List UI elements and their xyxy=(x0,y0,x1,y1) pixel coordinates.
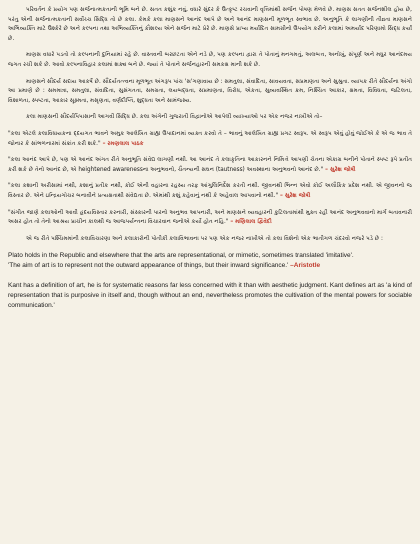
quote-author: – રમણલાલ પાઠક xyxy=(100,140,144,147)
quote-text: "કલા એટલે કલાવિધાયકના દ્દયગત ભાવને અમુક આલેખિત ગ્રાહ્ય ઉપાદાનમાં વ્યક્ત કરવો તે – ભાવનું આલેખિત ગ્રાહ્ય પ્રગટ સ્વરૂપ. એ સ્વરૂપ એવું હોવું જોઈએ કે એ જ ભાવ તે જોનાર કે સાંભળનારમાં સંક્રાંત કરી શકે." xyxy=(8,130,413,147)
paragraph-art-definitions-intro: કલા માણસની સૌંદર્યપિપાસાની આગવી સિદ્ધિ છે. કલા અંગેની ગુજરાતી વિદ્વાનોએ આપેલી વ્યાખ્યાઓ પર એક નજર નાખીએ તો– xyxy=(26,114,323,121)
quote-text: "સંગીત જાણે કલાઓની આવી હૃદયવિસ્તાર કરનારી, સંસ્કારની પારનો અનુભવ આપનારી, અને માણસને વ્યવહારની કુટિલતામાંથી મુક્ત રહી આનંદ અનુભવવાનો માર્ગ બતાવનારી અસર હોત તો તેનો આશ્રય પ્રાચીન કાલથી જ આજપર્યન્તના વિચારવાન જનોએ કર્યો હોત નહિ." xyxy=(8,209,412,226)
paragraph-beauty: માણસને સૌંદર્ય સદાય આકર્ષે છે. સૌંદર્યતત્ત્વના મૂળભૂત અંગરૂપ પાંચ 'સ'ગણાવાય છે : સમતુલા, સંવાદિતા, સાવયવતા, સપ્રમાણતા અને સુશ્રુતા. વ્યાપક રીતે સૌંદર્યના અંગો આ પ્રમાણે છે : સમમાત્રા, સમતુલા, સંવાદિતા, સુસંગતતા, સમગ્રતા, લયબદ્ધતા, સપ્રમાણતા, વિરોધ, એકતા, સુવ્યવસ્થિત ક્રમ, નિશ્ચિત આકાર, ક્ષમતા, વિવિધતા, જટિલતા, વિશાળતા, સ્પષ્ટતા, આકાર સૂક્ષ્મતા, મસૃણતા, વર્ણદીપ્તિ, શુદ્ધતા અને સામંજસ્ય. xyxy=(8,78,412,104)
paragraph-kant: Kant has a definition of art, he is for systematic reasons far less concerned with it than with aesthetic judgment. Kant defines art as 'a kind of representation that is purposive in itself and, though without an end, nevertheless promotes the cultivation of the mental powers for sociable communication.' xyxy=(8,282,412,310)
quote-author: – મણિલાલ દ્વિવેદી xyxy=(228,219,272,226)
quote-author: –Aristotle xyxy=(288,262,321,270)
quote-block-2 xyxy=(8,156,412,175)
paragraph-imagination: માણસ વધારે પડતો તો કલ્પનાની દુનિયામાં રહે છે. વાસ્તવની બરછટતા એને નડે છે, પણ કલ્પના દ્વારા તે પોતાનું મનગમતું, અલબત્ત, અનોખું, સંપૂર્ણ અને મધુર આનંદમય જગત રચી શકે છે. આવો કલ્પનાવિહાર કલામાં શક્ય બને છે. જ્યાં તે પોતાને સર્જનહારની સમકક્ષ માની શકે છે. xyxy=(8,52,412,68)
aristotle-quote: 'The aim of art is to represent not the outward appearance of things, but their inward significance.' xyxy=(8,262,289,270)
paragraph-creativity: પરિવર્તન કે પ્રયોગ પણ સર્જનાત્મકતાની ભૂમિ બને છે. સતત કશુંક નવું, વધારે સુંદર કે ઉત્કૃષ્ટ રચવાની વૃત્તિમાંથી સર્જન પોષણ મેળવે છે. માણસ સતત સર્જનશીલ હોય છે, પરંતુ એની સર્જનાત્મકતાની સર્વોચ્ચ સિદ્ધિ તો છે કલા. કેમકે કલા માણસને આનંદ આપે છે અને આનંદ માણસની મૂળભૂત સ્વભાવ છે. અનુભૂતિ કે લાગણીની તીવ્રતા માણસને અભિવ્યક્તિ માટે ઉશ્કેરે છે અને કલ્પના તથા અભિવ્યક્તિનું કૌશલ્ય એને સર્જન માટે પ્રેરે છે. માણસે પ્રાપ્ય મર્યાદિત સામગ્રીનો ઉપયોગ કરીને કલામાં અમર્યાદ પરિણામો સિદ્ધ કર્યાં છે. xyxy=(8,7,412,42)
quote-author: – સુરેશ જોષી xyxy=(278,192,311,199)
quote-block-3 xyxy=(8,182,412,201)
paragraph-plato-aristotle xyxy=(8,251,412,271)
quote-block-4 xyxy=(8,209,412,228)
quote-text: "કલા કશાની અરીસામાં નથી, કશાનું પ્રતીક નથી, કોઈ એની વહારના રહસ્ય તરફ આંગુલિનિર્દેશ કરતી નથી. જીવનથી ભિન્ન એવો કોઈ અલૌકિક પ્રદેશ નથી. એ જીવનનો જ વિસ્તાર છે. એને ઇન્દ્રિયગોચર બનાવીને પ્રત્યક્ષતાથી સંવેદ્યતા છે. એમાંથી કશું કહેવાનું નથી કે અહેવાલ આપવાનો નથી." xyxy=(8,183,412,199)
quote-author: – સુરેશ જોષી xyxy=(323,166,356,173)
paragraph-western-intro: એ જ રીતે પશ્ચિમમાંની કલાવિચારણા અને કલાકારોની પોતીકી કલાવિભાવના પર પણ એક નજર નાખીએ તો કલા વિશેનો એક ભાતીગળ ચંદરવો નજરે પડે છે : xyxy=(26,235,383,242)
quote-text: "કલા આનંદ આપે છે, પણ એ આનંદ અંગત રીતે અનુભૂતિ સંવેદ્ય લાગણી નથી. આ આનંદ તે કલાકૃતિના આકારનને નિમિત્તે આપણી ચેતના એકાગ્ર બનીને પોતાને સ્પષ્ટ રૂપે પ્રતીત કરી શકે છે તેનો આનંદ છે, એ heightened awarenessના અનુભવનો, ચૈતન્યની સઘન (tautness) અવસ્થાના અનુભવનો આનંદ છે." xyxy=(8,157,412,173)
quote-block-1 xyxy=(8,130,412,149)
plato-line: Plato holds in the Republic and elsewhere that the arts are representational, or mimetic, sometimes translated 'imitative'. xyxy=(8,252,354,260)
